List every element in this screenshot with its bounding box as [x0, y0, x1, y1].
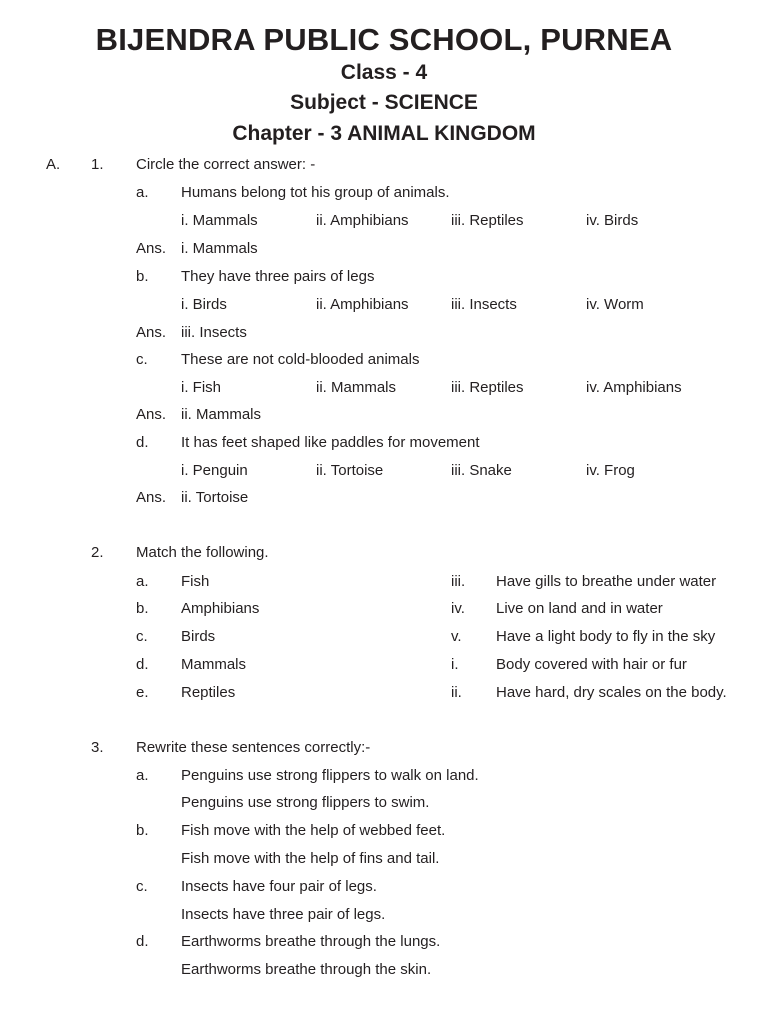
q1-instruction: Circle the correct answer: -: [136, 156, 316, 173]
answer-label: Ans.: [136, 406, 167, 423]
match-description: Have gills to breathe under water: [496, 573, 717, 590]
match-letter: c.: [136, 628, 148, 645]
q1-item-letter: a.: [136, 184, 149, 201]
match-letter: b.: [136, 600, 149, 617]
q1-item-question: They have three pairs of legs: [181, 268, 375, 285]
q3-wrong-sentence: Earthworms breathe through the lungs.: [181, 933, 441, 950]
q1-option: i. Birds: [181, 296, 227, 313]
q1-answer: ii. Tortoise: [181, 489, 249, 506]
q3-number: 3.: [91, 739, 104, 756]
q1-option: iii. Insects: [451, 296, 517, 313]
q1-option: iv. Birds: [586, 212, 639, 229]
q1-option: iv. Frog: [586, 462, 635, 479]
q3-item-letter: d.: [136, 933, 149, 950]
q2-instruction: Match the following.: [136, 544, 269, 561]
match-number: iii.: [451, 573, 466, 590]
subject-heading: Subject - SCIENCE: [290, 91, 478, 114]
q1-option: ii. Tortoise: [316, 462, 384, 479]
match-term: Mammals: [181, 656, 247, 673]
match-description: Have a light body to fly in the sky: [496, 628, 716, 645]
q1-item-letter: c.: [136, 351, 148, 368]
q1-option: iii. Reptiles: [451, 379, 524, 396]
q1-option: i. Fish: [181, 379, 222, 396]
q3-item-letter: b.: [136, 822, 149, 839]
q3-item-letter: c.: [136, 878, 148, 895]
match-letter: d.: [136, 656, 149, 673]
match-number: v.: [451, 628, 462, 645]
match-term: Fish: [181, 573, 210, 590]
q3-correct-sentence: Earthworms breathe through the skin.: [181, 961, 432, 978]
answer-label: Ans.: [136, 324, 167, 341]
q1-option: ii. Amphibians: [316, 296, 409, 313]
q3-correct-sentence: Fish move with the help of fins and tail.: [181, 850, 440, 867]
q1-option: iv. Amphibians: [586, 379, 682, 396]
q3-correct-sentence: Insects have three pair of legs.: [181, 906, 386, 923]
match-term: Reptiles: [181, 684, 236, 701]
q3-wrong-sentence: Penguins use strong flippers to walk on land.: [181, 767, 479, 784]
class-heading: Class - 4: [340, 61, 428, 84]
match-letter: e.: [136, 684, 149, 701]
q1-item-letter: d.: [136, 434, 149, 451]
match-number: i.: [451, 656, 459, 673]
q3-item-letter: a.: [136, 767, 149, 784]
q1-item-question: Humans belong tot his group of animals.: [181, 184, 450, 201]
q2-number: 2.: [91, 544, 104, 561]
match-description: Have hard, dry scales on the body.: [496, 684, 727, 701]
q3-wrong-sentence: Insects have four pair of legs.: [181, 878, 377, 895]
q1-item-question: It has feet shaped like paddles for movement: [181, 434, 480, 451]
q1-option: iii. Snake: [451, 462, 512, 479]
q1-number: 1.: [91, 156, 104, 173]
answer-label: Ans.: [136, 489, 167, 506]
match-term: Birds: [181, 628, 216, 645]
q3-instruction: Rewrite these sentences correctly:-: [136, 739, 371, 756]
q1-answer: ii. Mammals: [181, 406, 262, 423]
q1-option: ii. Mammals: [316, 379, 397, 396]
q1-answer: iii. Insects: [181, 324, 247, 341]
q1-option: ii. Amphibians: [316, 212, 409, 229]
school-title: BIJENDRA PUBLIC SCHOOL, PURNEA: [95, 22, 673, 57]
match-description: Body covered with hair or fur: [496, 656, 687, 673]
q1-item-letter: b.: [136, 268, 149, 285]
match-number: iv.: [451, 600, 465, 617]
q1-option: iv. Worm: [586, 296, 644, 313]
answer-label: Ans.: [136, 240, 167, 257]
section-label: A.: [46, 156, 61, 173]
q3-wrong-sentence: Fish move with the help of webbed feet.: [181, 822, 446, 839]
match-number: ii.: [451, 684, 462, 701]
q1-option: i. Mammals: [181, 212, 258, 229]
q1-option: iii. Reptiles: [451, 212, 524, 229]
q1-option: i. Penguin: [181, 462, 248, 479]
match-description: Live on land and in water: [496, 600, 663, 617]
match-letter: a.: [136, 573, 149, 590]
q1-answer: i. Mammals: [181, 240, 258, 257]
q3-correct-sentence: Penguins use strong flippers to swim.: [181, 794, 430, 811]
chapter-heading: Chapter - 3 ANIMAL KINGDOM: [232, 122, 536, 145]
q1-item-question: These are not cold-blooded animals: [181, 351, 420, 368]
match-term: Amphibians: [181, 600, 260, 617]
